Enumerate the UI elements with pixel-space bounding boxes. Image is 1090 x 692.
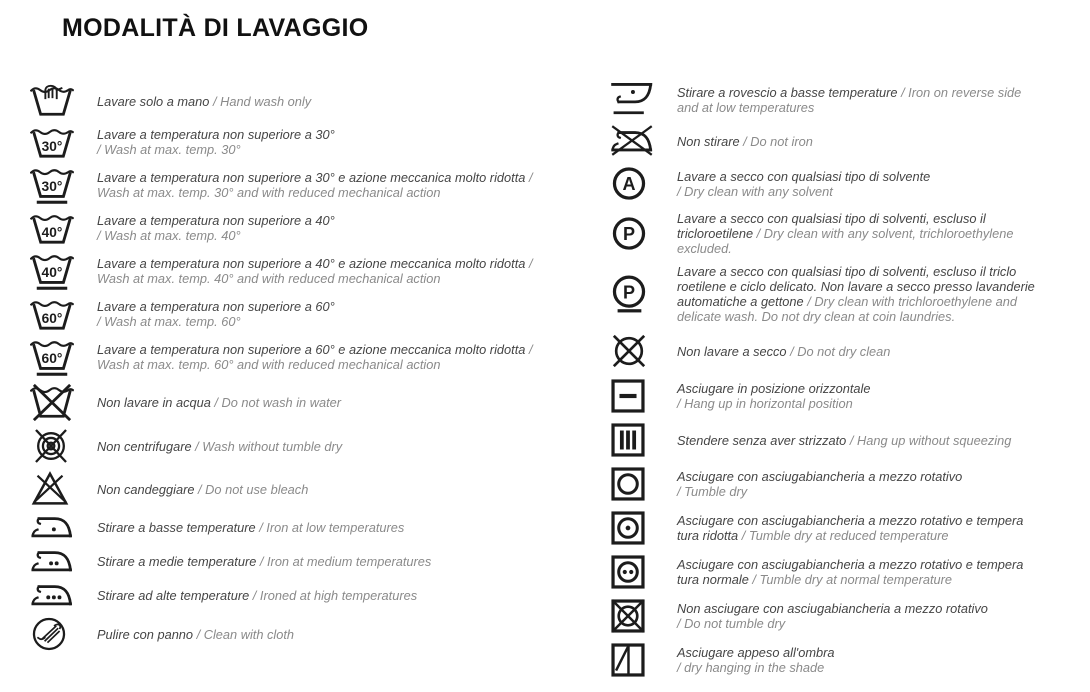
- do-not-spin-icon: [30, 427, 97, 465]
- label-italian: Asciugare appeso all'ombra: [677, 645, 835, 660]
- svg-text:60°: 60°: [41, 351, 63, 367]
- label-italian: Lavare a secco con qualsiasi tipo di solvente: [677, 169, 931, 184]
- label-italian: Stirare ad alte temperature: [97, 587, 250, 603]
- care-instruction-text: [97, 342, 545, 372]
- right-column: [610, 83, 1042, 678]
- label-english: / Wash at max. temp. 60°: [97, 314, 241, 329]
- drip-dry-icon: [610, 422, 677, 458]
- label-italian: Asciugare con asciugabiancheria a mezzo rotativo: [677, 469, 963, 484]
- label-english: / Tumble dry at normal temperature: [752, 572, 953, 587]
- care-instruction-text: [97, 213, 545, 243]
- label-english: / Dry clean with trichloroethylene and delicate wash. Do not dry clean at coin laundries.: [677, 294, 1018, 324]
- label-english: / Iron at low temperatures: [259, 519, 405, 535]
- label-english: / Dry clean with any solvent: [677, 184, 833, 199]
- wash-60-reduced-icon: [30, 337, 97, 377]
- care-instruction-text: [677, 469, 1042, 499]
- label-english: / Iron at medium temperatures: [259, 553, 432, 569]
- care-instruction-row: [30, 211, 545, 245]
- care-instruction-text: [97, 94, 545, 109]
- care-instruction-text: [97, 395, 545, 410]
- svg-text:30°: 30°: [41, 138, 63, 154]
- wash-40-icon: [30, 211, 97, 245]
- care-instruction-row: [610, 125, 1042, 157]
- columns-wrapper: [30, 83, 1090, 678]
- label-english: / Dry clean with any solvent, trichloroethylene excluded.: [677, 226, 1014, 256]
- svg-text:P: P: [622, 223, 636, 244]
- label-italian: Asciugare con asciugabiancheria a mezzo rotativo e tempera tura ridotta: [677, 513, 1024, 543]
- label-english: / Wash without tumble dry: [195, 438, 343, 454]
- label-english: / Ironed at high temperatures: [252, 587, 418, 603]
- care-instruction-row: [30, 251, 545, 291]
- care-instruction-text: [677, 211, 1042, 256]
- svg-text:A: A: [622, 174, 636, 195]
- label-italian: Stirare a medie temperature: [97, 553, 257, 569]
- label-english: / Tumble dry: [677, 484, 748, 499]
- care-instruction-row: [610, 378, 1042, 414]
- label-italian: Lavare solo a mano: [97, 93, 210, 109]
- care-instruction-text: [677, 344, 1042, 359]
- iron-high-icon: [30, 581, 97, 609]
- label-italian: Non lavare a secco: [677, 343, 787, 359]
- label-english: / Do not tumble dry: [677, 616, 786, 631]
- tumble-dry-normal-icon: [610, 554, 677, 590]
- care-instruction-row: [30, 513, 545, 541]
- care-instruction-row: [610, 554, 1042, 590]
- label-italian: Non stirare: [677, 133, 740, 149]
- label-english: / Hand wash only: [212, 93, 312, 109]
- tumble-dry-icon: [610, 466, 677, 502]
- care-instruction-row: [30, 337, 545, 377]
- care-instruction-text: [97, 439, 545, 454]
- left-column: [30, 83, 545, 653]
- care-instruction-text: [97, 520, 545, 535]
- care-instruction-text: [677, 381, 1042, 411]
- label-italian: Lavare a temperatura non superiore a 40° e azione meccanica molto ridotta: [97, 256, 526, 271]
- care-instruction-row: [30, 581, 545, 609]
- label-italian: Non lavare in acqua: [97, 394, 211, 410]
- label-english: / Hang up in horizontal position: [677, 396, 853, 411]
- svg-text:40°: 40°: [41, 265, 63, 281]
- label-english: / Do not iron: [743, 133, 813, 149]
- label-english: / Clean with cloth: [196, 626, 295, 642]
- label-italian: Asciugare con asciugabiancheria a mezzo rotativo e tempera tura normale: [677, 557, 1024, 587]
- label-italian: Non centrifugare: [97, 438, 192, 454]
- label-english: / Wash at max. temp. 30° and with reduced mechanical action: [97, 170, 533, 200]
- care-instruction-text: [677, 85, 1042, 115]
- care-instruction-text: [677, 645, 1042, 675]
- care-instruction-text: [97, 127, 545, 157]
- label-italian: Stirare a rovescio a basse temperature: [677, 85, 898, 100]
- wash-30-reduced-icon: [30, 165, 97, 205]
- label-italian: Pulire con panno: [97, 626, 194, 642]
- label-italian: Lavare a temperatura non superiore a 60°: [97, 299, 335, 314]
- care-instruction-text: [97, 299, 545, 329]
- care-instruction-text: [97, 170, 545, 200]
- care-instruction-row: [30, 165, 545, 205]
- iron-medium-icon: [30, 547, 97, 575]
- label-italian: Non asciugare con asciugabiancheria a mezzo rotativo: [677, 601, 988, 616]
- care-instruction-text: [97, 554, 545, 569]
- care-instruction-text: [677, 433, 1042, 448]
- iron-low-icon: [30, 513, 97, 541]
- do-not-tumble-dry-icon: [610, 598, 677, 634]
- label-english: / Wash at max. temp. 30°: [97, 142, 241, 157]
- iron-reverse-icon: [610, 83, 677, 117]
- care-instruction-row: [30, 297, 545, 331]
- label-english: / Wash at max. temp. 60° and with reduced mechanical action: [97, 342, 533, 372]
- care-instruction-row: [30, 615, 545, 653]
- label-english: / Hang up without squeezing: [849, 432, 1012, 448]
- care-instruction-row: [30, 383, 545, 421]
- care-instruction-row: [610, 422, 1042, 458]
- label-english: / Do not dry clean: [790, 343, 891, 359]
- care-instruction-row: [610, 642, 1042, 678]
- svg-text:30°: 30°: [41, 179, 63, 195]
- care-instruction-text: [677, 557, 1042, 587]
- label-italian: Stirare a basse temperature: [97, 519, 256, 535]
- tumble-dry-reduced-icon: [610, 510, 677, 546]
- care-instruction-text: [677, 169, 1042, 199]
- page-title: MODALITÀ DI LAVAGGIO: [62, 14, 369, 42]
- care-instruction-text: [677, 601, 1042, 631]
- svg-text:60°: 60°: [41, 310, 63, 326]
- label-italian: Asciugare in posizione orizzontale: [677, 381, 871, 396]
- care-instruction-row: [610, 211, 1042, 256]
- label-italian: Lavare a secco con qualsiasi tipo di solventi, escluso il tricloroetilene: [677, 211, 986, 241]
- label-english: / dry hanging in the shade: [677, 660, 825, 675]
- wash-60-icon: [30, 297, 97, 331]
- care-instruction-row: [30, 427, 545, 465]
- care-instruction-row: [610, 165, 1042, 203]
- care-instruction-text: [677, 134, 1042, 149]
- care-instruction-text: [97, 627, 545, 642]
- care-instruction-row: [610, 264, 1042, 324]
- label-english: / Do not use bleach: [198, 481, 309, 497]
- care-instruction-text: [97, 588, 545, 603]
- do-not-iron-icon: [610, 125, 677, 157]
- label-italian: Lavare a temperatura non superiore a 30°: [97, 127, 335, 142]
- clean-with-cloth-icon: [30, 615, 97, 653]
- label-italian: Lavare a temperatura non superiore a 30° e azione meccanica molto ridotta: [97, 170, 526, 185]
- label-italian: Lavare a temperatura non superiore a 40°: [97, 213, 335, 228]
- care-instruction-text: [677, 513, 1042, 543]
- dry-flat-icon: [610, 378, 677, 414]
- care-instruction-row: [30, 125, 545, 159]
- care-instruction-text: [677, 264, 1042, 324]
- dry-clean-p-icon: [610, 215, 677, 253]
- label-english: / Iron on reverse side and at low temperatures: [677, 85, 1022, 115]
- care-instruction-row: [610, 332, 1042, 370]
- care-instruction-row: [30, 83, 545, 119]
- label-english: / Tumble dry at reduced temperature: [741, 528, 949, 543]
- label-english: / Wash at max. temp. 40° and with reduced mechanical action: [97, 256, 533, 286]
- care-instruction-row: [30, 471, 545, 507]
- dry-clean-p-delicate-icon: [610, 273, 677, 315]
- dry-in-shade-icon: [610, 642, 677, 678]
- care-instruction-row: [610, 510, 1042, 546]
- svg-text:P: P: [622, 282, 636, 303]
- do-not-bleach-icon: [30, 471, 97, 507]
- care-instruction-row: [30, 547, 545, 575]
- care-instruction-row: [610, 83, 1042, 117]
- do-not-dry-clean-icon: [610, 332, 677, 370]
- label-english: / Do not wash in water: [214, 394, 341, 410]
- label-italian: Lavare a secco con qualsiasi tipo di solventi, escluso il triclo roetilene e ciclo delicato. Non lavare a secco presso lavanderie automatiche a gettone: [677, 264, 1035, 309]
- wash-40-reduced-icon: [30, 251, 97, 291]
- label-italian: Lavare a temperatura non superiore a 60° e azione meccanica molto ridotta: [97, 342, 526, 357]
- care-instruction-row: [610, 598, 1042, 634]
- wash-30-icon: [30, 125, 97, 159]
- care-instruction-text: [97, 482, 545, 497]
- svg-text:40°: 40°: [41, 224, 63, 240]
- care-instruction-row: [610, 466, 1042, 502]
- care-instruction-text: [97, 256, 545, 286]
- label-english: / Wash at max. temp. 40°: [97, 228, 241, 243]
- hand-wash-icon: [30, 83, 97, 119]
- label-italian: Stendere senza aver strizzato: [677, 432, 847, 448]
- do-not-wash-icon: [30, 383, 97, 421]
- label-italian: Non candeggiare: [97, 481, 195, 497]
- dry-clean-any-solvent-icon: [610, 165, 677, 203]
